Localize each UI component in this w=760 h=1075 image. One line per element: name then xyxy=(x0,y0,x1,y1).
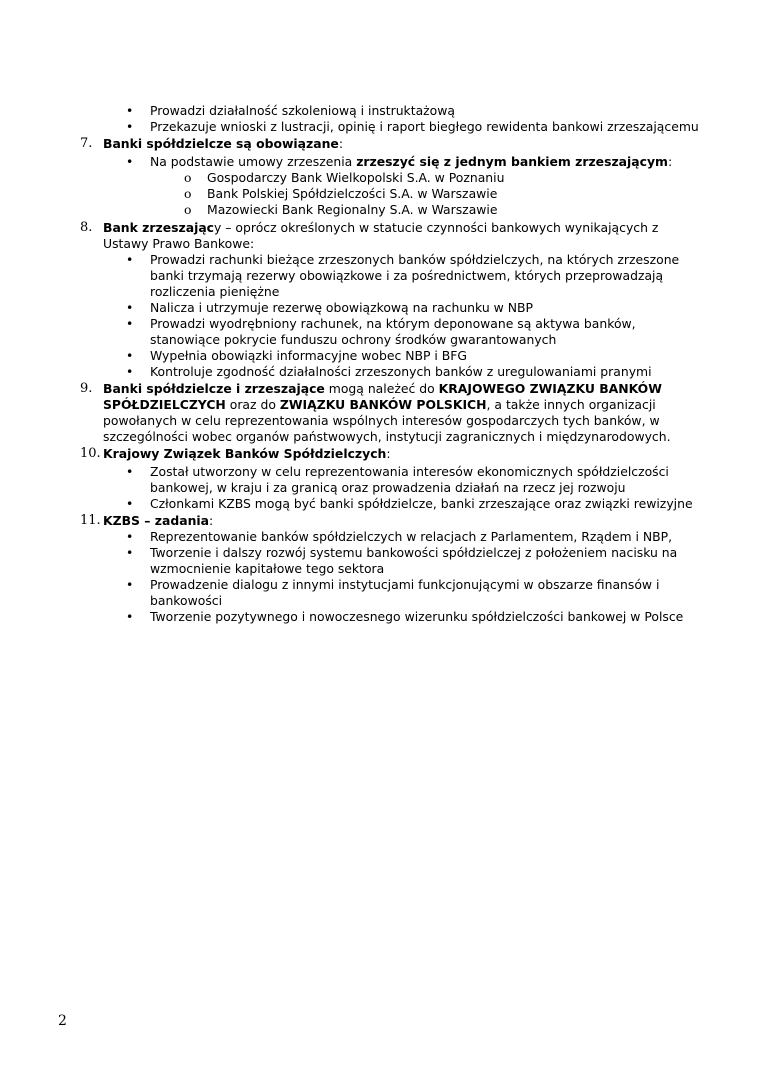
section-7 xyxy=(80,136,705,152)
bullet-text-tail: : xyxy=(667,154,673,169)
list-item: • Reprezentowanie banków spółdzielczych w relacjach z Parlamentem, Rządem i NBP, xyxy=(80,529,705,545)
list-item: • Nalicza i utrzymuje rezerwę obowiązkową na rachunku w NBP xyxy=(80,300,705,316)
colon: : xyxy=(338,136,344,151)
section-bold: ZWIĄZKU BANKÓW POLSKICH xyxy=(279,397,487,412)
sub-list-item xyxy=(80,186,705,202)
list-item: • Prowadzenie dialogu z innymi instytucjami funkcjonującymi w obszarze finansów i bankowości xyxy=(80,577,705,609)
section-number: 7. xyxy=(80,136,93,151)
section-title: Krajowy Związek Banków Spółdzielczych xyxy=(103,446,387,461)
document-body xyxy=(80,103,705,625)
list-item: • Tworzenie i dalszy rozwój systemu bankowości spółdzielczej z położeniem nacisku na wzmocnienie kapitałowe tego sektora xyxy=(80,545,705,577)
section-text: , a także innych organizacji powołanych w celu reprezentowania wspólnych interesów gospodarczych tych banków, w szczególności wobec organów państwowych, instytucji zagranicznych i międzynarodowych. xyxy=(103,397,671,444)
bullet-text: Na podstawie umowy zrzeszenia xyxy=(150,154,357,169)
section-bold: KRAJOWEGO ZWIĄZKU BANKÓW SPÓŁDZIELCZYCH xyxy=(103,381,662,412)
list-item: • Kontroluje zgodność działalności zrzeszonych banków z uregulowaniami pranymi xyxy=(80,364,705,380)
list-item: • Wypełnia obowiązki informacyjne wobec NBP i BFG xyxy=(80,348,705,364)
section-10 xyxy=(80,446,705,462)
list-item: • Przekazuje wnioski z lustracji, opinię i raport biegłego rewidenta bankowi zrzeszającemu xyxy=(80,119,705,135)
list-item: • Został utworzony w celu reprezentowania interesów ekonomicznych spółdzielczości bankowej, w kraju i za granicą oraz prowadzenia działań na rzecz jej rozwoju xyxy=(80,464,705,496)
sub-list-item xyxy=(80,202,705,218)
section-number: 9. xyxy=(80,381,93,396)
sub-list-item xyxy=(80,170,705,186)
list-item: • Prowadzi rachunki bieżące zrzeszonych banków spółdzielczych, na których zrzeszone banki trzymają rezerwy obowiązkowe i za pośrednictwem, których przeprowadzają rozliczenia pieniężne xyxy=(80,252,705,300)
colon: : xyxy=(386,446,391,461)
list-item: • Członkami KZBS mogą być banki spółdzielcze, banki zrzeszające oraz związki rewizyjne xyxy=(80,496,705,512)
sub-item-text: Gospodarczy Bank Wielkopolski S.A. w Poznaniu xyxy=(207,170,505,185)
sub-item-text: Mazowiecki Bank Regionalny S.A. w Warszawie xyxy=(207,202,498,217)
list-item: • Prowadzi wyodrębniony rachunek, na którym deponowane są aktywa banków, stanowiące pokrycie funduszu ochrony środków gwarantowanych xyxy=(80,316,705,348)
section-number: 8. xyxy=(80,220,93,235)
section-number: 11. xyxy=(80,513,101,528)
list-item: • Tworzenie pozytywnego i nowoczesnego wizerunku spółdzielczości bankowej w Polsce xyxy=(80,609,705,625)
section-intro: y – oprócz określonych w statucie czynności bankowych wynikających z Ustawy Prawo Bankowe: xyxy=(103,220,659,251)
section-title: KZBS – zadania xyxy=(103,513,210,528)
list-item: • Prowadzi działalność szkoleniową i instruktażową xyxy=(80,103,705,119)
bullet-bold: zrzeszyć się z jednym bankiem zrzeszającym xyxy=(356,154,668,169)
sub-marker: o xyxy=(184,170,192,185)
colon: : xyxy=(209,513,214,528)
sub-item-text: Bank Polskiej Spółdzielczości S.A. w Warszawie xyxy=(207,186,498,201)
page-number: 2 xyxy=(58,1013,67,1029)
section-text: oraz do xyxy=(225,397,280,412)
sub-marker: o xyxy=(184,202,192,217)
section-text: mogą należeć do xyxy=(324,381,439,396)
section-11 xyxy=(80,513,705,529)
section-number: 10. xyxy=(80,446,101,461)
list-item xyxy=(80,154,705,170)
section-title: Bank zrzeszając xyxy=(103,220,215,235)
section-9 xyxy=(80,381,705,445)
section-bold: Banki spółdzielcze i zrzeszające xyxy=(103,381,325,396)
section-8 xyxy=(80,220,705,252)
sub-marker: o xyxy=(184,186,192,201)
section-title: Banki spółdzielcze są obowiązane xyxy=(103,136,339,151)
